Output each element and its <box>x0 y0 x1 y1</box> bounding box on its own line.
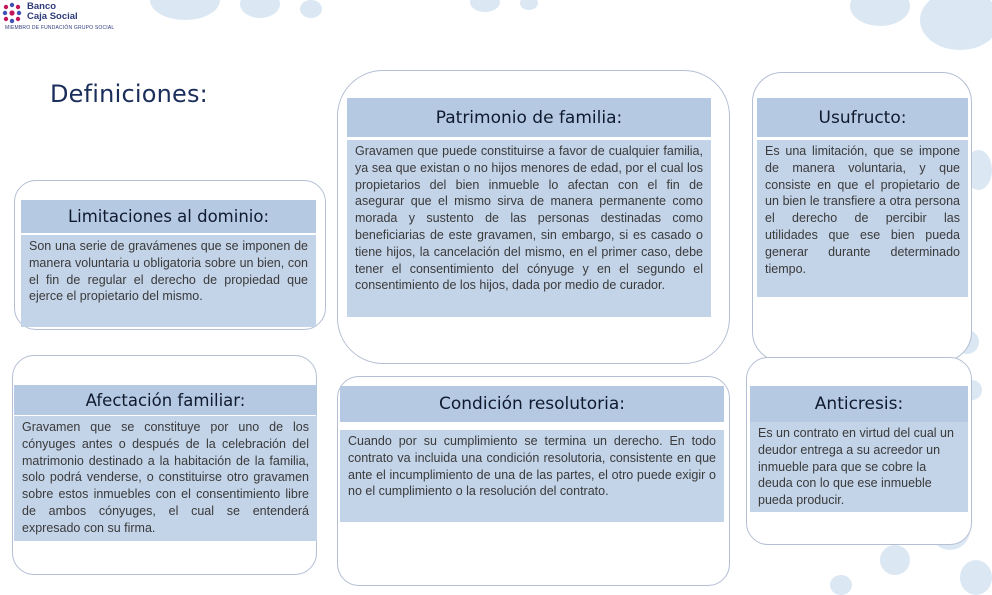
card-title-anticresis <box>750 386 968 422</box>
card-title-limitaciones <box>21 200 316 233</box>
card-title-afectacion <box>14 385 317 415</box>
card-title-patrimonio <box>347 98 711 137</box>
bank-logo-icon <box>0 1 26 25</box>
card-body-afectacion: Gravamen que se constituye por uno de los cónyuges antes o después de la celebración del matrimonio destinado a la habitación de la familia, solo podrá venderse, o constituirse otro gravamen sobre estos inmuebles con el consentimiento libre de ambos cónyuges, el cual se entenderá expresado con su firma. <box>14 416 317 541</box>
card-title-text: Usufructo: <box>818 107 907 128</box>
card-title-text: Afectación familiar: <box>85 390 246 410</box>
card-body-patrimonio: Gravamen que puede constituirse a favor de cualquier familia, ya sea que existan o no hijos menores de edad, por el cual los propietarios del bien inmueble lo afectan con el fin de asegurar que el mismo sirva de manera permanente como morada y sustento de las personas destinadas como beneficiarias de este gravamen, sin embargo, si es casado o tiene hijos, la cancelación del mismo, en el primer caso, debe tener el consentimiento del cónyuge y en el segundo el consentimiento de los hijos, dada por medio de curador. <box>347 140 711 317</box>
card-title-condicion <box>340 386 724 422</box>
logo-subtitle: MIEMBRO DE FUNDACIÓN GRUPO SOCIAL <box>5 25 115 31</box>
card-title-text: Anticresis: <box>814 394 904 414</box>
card-body-usufructo: Es una limitación, que se impone de manera voluntaria, y que consiste en que el propietario de un bien le transfiere a otra persona el derecho de percibir las utilidades que ese bien pueda generar durante determinado tiempo. <box>757 140 968 297</box>
card-title-text: Condición resolutoria: <box>439 394 625 414</box>
logo-line-1: Banco <box>27 1 57 12</box>
bank-logo <box>0 0 115 36</box>
card-title-text: Limitaciones al dominio: <box>67 207 270 226</box>
card-body-anticresis: Es un contrato en virtud del cual un deudor entrega a su acreedor un inmueble para que se cobre la deuda con lo que ese inmueble pueda producir. <box>750 422 968 512</box>
page-title: Definiciones: <box>50 80 208 108</box>
card-body-limitaciones: Son una serie de gravámenes que se imponen de manera voluntaria u obligatoria sobre un bien, con el fin de regular el derecho de propiedad que ejerce el propietario del mismo. <box>21 235 316 327</box>
card-body-condicion: Cuando por su cumplimiento se termina un derecho. En todo contrato va incluida una condición resolutoria, consistente en que ante el incumplimiento de una de las partes, el otro puede exigir o no el cumplimiento o la resolución del contrato. <box>340 430 724 522</box>
card-title-text: Patrimonio de familia: <box>435 107 623 128</box>
card-title-usufructo <box>757 98 968 137</box>
logo-line-2: Caja Social <box>27 11 78 22</box>
